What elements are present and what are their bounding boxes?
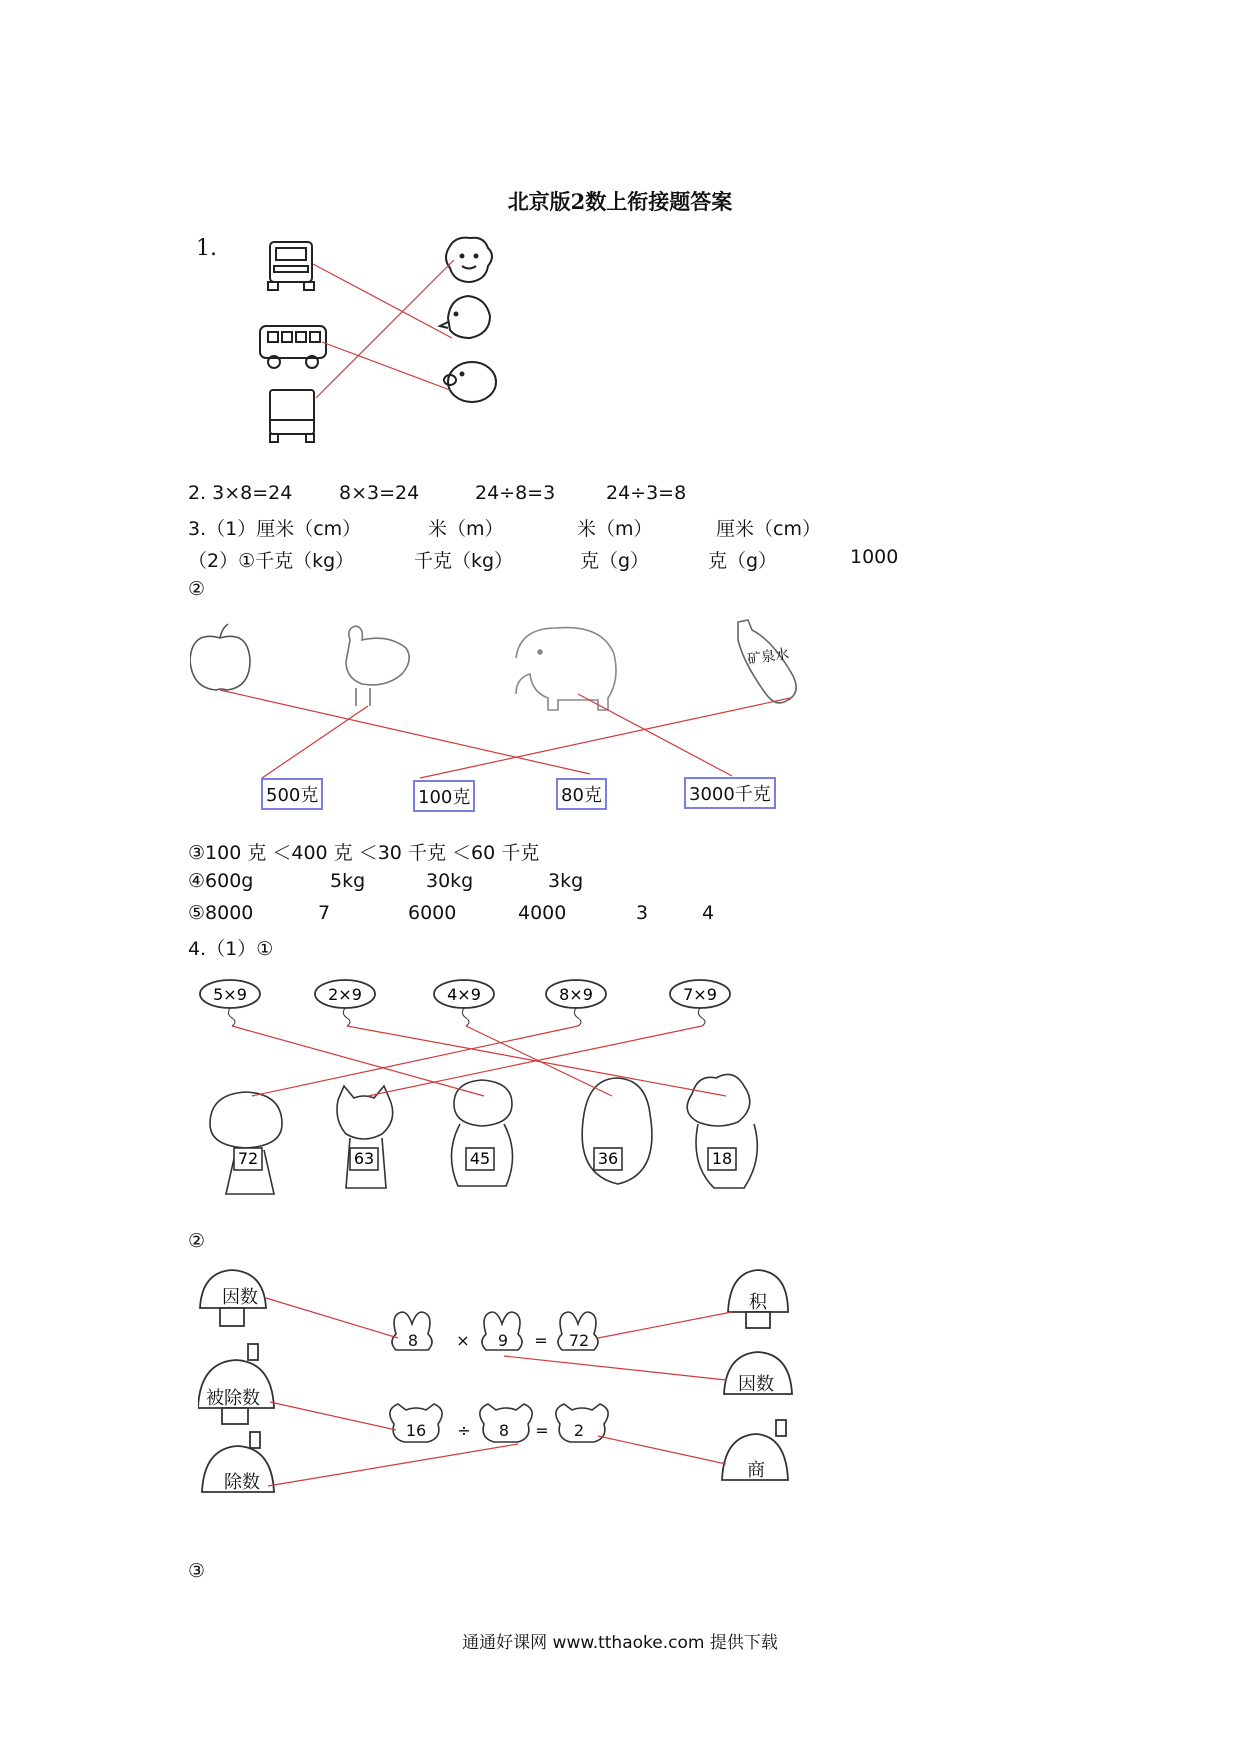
balloon — [434, 980, 494, 1026]
q1-matching-figure — [250, 230, 520, 460]
match-line — [504, 1356, 726, 1380]
animal-number-tag — [234, 1148, 262, 1170]
q4-circle-3: ③ — [188, 1560, 206, 1582]
pig-icon — [444, 362, 496, 402]
q3-row-3: ③100 克 ＜400 克 ＜30 千克 ＜60 千克 — [188, 842, 540, 864]
weight-box: 500克 — [261, 778, 323, 810]
q2-item: 2. 3×8=24 — [188, 482, 293, 504]
cartoon-animals — [210, 1074, 757, 1194]
kitty-icon — [210, 1092, 282, 1194]
q3-unit: 厘米（cm） — [716, 518, 821, 540]
q2-item: 24÷8=3 — [475, 482, 556, 504]
q3-unit: 米（m） — [577, 518, 653, 540]
q3-unit: 米（m） — [428, 518, 504, 540]
animal-number: 36 — [597, 1149, 619, 1168]
q3-unit: 千克（kg） — [414, 550, 514, 572]
equation-number: 8 — [407, 1331, 419, 1350]
balloon-label: 7×9 — [683, 985, 717, 1004]
van-icon — [270, 390, 314, 442]
q3-value: 3 — [636, 902, 649, 924]
q3-value: 3kg — [548, 870, 584, 892]
match-line — [262, 706, 368, 778]
match-line — [270, 1402, 396, 1430]
mushroom-label: 因数 — [222, 1287, 258, 1308]
animal-number-tag — [350, 1148, 378, 1170]
q3-value: 1000 — [850, 546, 899, 568]
page-footer: 通通好课网 www.tthaoke.com 提供下载 — [462, 1633, 778, 1653]
equation-operator: ÷ — [457, 1421, 471, 1440]
balloon — [200, 980, 260, 1026]
q4-label: 4.（1）① — [188, 938, 274, 960]
equation-number: 2 — [573, 1421, 585, 1440]
q3-value: 6000 — [408, 902, 457, 924]
mushroom-label: 积 — [749, 1292, 767, 1313]
mushroom-label: 商 — [747, 1460, 765, 1481]
equation-number: 72 — [568, 1331, 590, 1350]
mushroom-label: 除数 — [224, 1472, 260, 1493]
equation-operator: × — [456, 1331, 470, 1350]
frog-icon — [687, 1074, 757, 1188]
cat-icon — [337, 1086, 393, 1188]
mushroom-label: 因数 — [738, 1374, 774, 1395]
match-line — [598, 1312, 732, 1338]
weight-box: 100克 — [413, 780, 475, 812]
equation-operator: = — [534, 1331, 548, 1350]
elephant-icon — [516, 628, 616, 710]
animal-number: 18 — [711, 1149, 733, 1168]
q3-unit: 克（g） — [708, 550, 778, 572]
weight-box: 80克 — [556, 778, 607, 810]
q2-item: 24÷3=8 — [606, 482, 687, 504]
match-line — [578, 694, 732, 776]
mushroom-label: 被除数 — [206, 1388, 260, 1409]
animal-number-tag — [466, 1148, 494, 1170]
q3-unit: 克（g） — [580, 550, 650, 572]
q3-value: ④600g — [188, 870, 254, 892]
animal-number-tag — [708, 1148, 736, 1170]
match-line — [266, 1298, 398, 1338]
equation-operator: = — [535, 1421, 549, 1440]
multiplication-matching-figure — [190, 974, 840, 1224]
match-line — [232, 1026, 484, 1096]
q3-value: ⑤8000 — [188, 902, 254, 924]
q3-value: 7 — [318, 902, 331, 924]
balloon — [546, 980, 606, 1026]
q3-circle-2: ② — [188, 578, 206, 600]
q3-value: 4000 — [518, 902, 567, 924]
match-line — [316, 260, 454, 398]
match-line — [252, 1026, 578, 1096]
q3-value: 4 — [702, 902, 715, 924]
balloon-label: 5×9 — [213, 985, 247, 1004]
factor-matching-figure — [198, 1268, 798, 1518]
q3-value: 30kg — [426, 870, 474, 892]
mushroom-icon — [198, 1344, 274, 1424]
match-line — [598, 1436, 726, 1464]
balloon — [670, 980, 730, 1026]
match-line — [322, 342, 450, 390]
balloon-label: 2×9 — [328, 985, 362, 1004]
animal-number: 72 — [237, 1149, 259, 1168]
match-line — [220, 690, 590, 774]
page-title: 北京版2数上衔接题答案 — [507, 189, 733, 214]
equation-number: 16 — [405, 1421, 427, 1440]
chick-icon — [440, 296, 490, 338]
equation-number: 8 — [498, 1421, 510, 1440]
animal-number: 45 — [469, 1149, 491, 1168]
q4-circle-2: ② — [188, 1230, 206, 1252]
truck-icon — [268, 242, 314, 290]
weight-box: 3000千克 — [684, 777, 776, 809]
apple-icon — [190, 624, 250, 690]
chicken-icon — [346, 626, 409, 706]
question-1-number: 1. — [196, 236, 217, 261]
match-line — [466, 1026, 612, 1096]
match-line — [268, 1444, 518, 1486]
animal-number: 63 — [353, 1149, 375, 1168]
balloon — [315, 980, 375, 1026]
person-face-icon — [446, 238, 492, 282]
q3-unit: （2）①千克（kg） — [188, 550, 355, 572]
bus-icon — [260, 326, 326, 368]
q3-value: 5kg — [330, 870, 366, 892]
animal-number-tag — [594, 1148, 622, 1170]
equation-number: 9 — [497, 1331, 509, 1350]
balloon-label: 4×9 — [447, 985, 481, 1004]
q2-item: 8×3=24 — [339, 482, 420, 504]
match-line — [313, 264, 452, 338]
balloon-label: 8×9 — [559, 985, 593, 1004]
match-line — [368, 1026, 702, 1096]
water-bottle-label: 矿泉水 — [746, 646, 791, 668]
q3-unit: 3.（1）厘米（cm） — [188, 518, 362, 540]
